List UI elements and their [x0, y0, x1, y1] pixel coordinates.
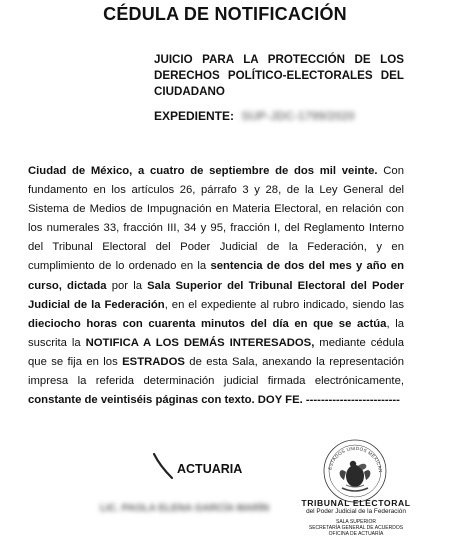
body-text-5: mediante cédula que se fija en los — [28, 336, 404, 368]
signature-stroke — [150, 452, 180, 482]
body-text-3: , en el expediente al rubro indicado, siendo las — [164, 298, 405, 311]
expediente-line — [154, 109, 355, 123]
seal-org-sub: del Poder Judicial de la Federación — [306, 508, 406, 515]
case-type: JUICIO PARA LA PROTECCIÓN DE LOS DERECHOS POLÍTICO-ELECTORALES DEL CIUDADANO — [154, 53, 404, 98]
tribunal-seal-caption — [300, 497, 412, 537]
signer-role: ACTUARIA — [177, 462, 243, 476]
body-bold-notifica: NOTIFICA A LOS DEMÁS INTERESADOS, — [85, 336, 315, 349]
body-bold-estrados: ESTRADOS — [122, 355, 185, 368]
seal-office-3: OFICINA DE ACTUARÍA — [328, 531, 384, 537]
date-clause: Ciudad de México, a cuatro de septiembre de dos mil veinte. — [28, 165, 378, 177]
body-bold-closing: constante de veintiséis páginas con texto. DOY FE. ------------------------- — [28, 394, 400, 407]
body-text-1: Con fundamento en los artículos 26, párrafo 3 y 28, de la Ley General del Sistema de Medios de Impugnación en Materia Electoral, en relación con los numerales 33, fracción III, 34 y 95, fracción I, del Reglamento Interno del Tribunal Electoral del Poder Judicial de la Federación, y en cumplimiento de lo ordenado en la — [28, 165, 404, 273]
tribunal-seal-icon — [322, 438, 388, 504]
body-bold-court: Sala Superior del Tribunal Electoral del Poder Judicial de la Federación — [28, 279, 404, 311]
seal-org: TRIBUNAL ELECTORAL — [301, 498, 411, 508]
body-text-4: , la suscrita la — [28, 317, 404, 349]
body-bold-ruling: sentencia de dos del mes y año en curso, dictada — [28, 260, 404, 292]
seal-office-1: SALA SUPERIOR — [335, 519, 376, 525]
body-bold-time: dieciocho horas con cuarenta minutos del día en que se actúa — [28, 317, 387, 330]
document-title: CÉDULA DE NOTIFICACIÓN — [103, 4, 347, 24]
expediente-label: EXPEDIENTE: — [154, 109, 235, 123]
body-text-2: por la — [106, 279, 148, 292]
body-text-6: de esta Sala, anexando la representación impresa la referida determinación judicial firmada electrónicamente, — [28, 355, 404, 388]
seal-office — [300, 519, 412, 537]
seal-ring-text: ESTADOS UNIDOS MEXICAN — [327, 445, 384, 474]
expediente-value-redacted: SUP-JDC-1799/2020 — [241, 109, 355, 123]
signer-name-redacted: LIC. PAOLA ELENA GARCÍA MARÍN — [100, 503, 270, 514]
seal-office-2: SECRETARÍA GENERAL DE ACUERDOS — [308, 525, 404, 531]
notification-body — [28, 162, 404, 410]
